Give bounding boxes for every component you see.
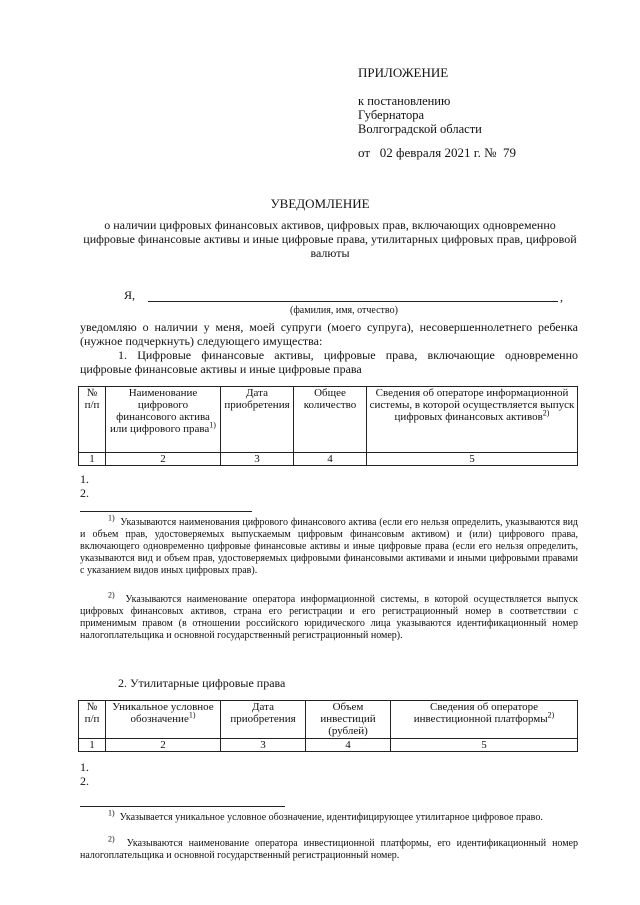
number-cell: 4 bbox=[306, 739, 391, 752]
header-date-line bbox=[358, 146, 516, 160]
number-cell: 3 bbox=[221, 739, 306, 752]
section2-heading: 2. Утилитарные цифровые права bbox=[118, 676, 286, 690]
utilitarian-table bbox=[78, 700, 578, 752]
header-line-2: Губернатора bbox=[358, 108, 425, 122]
header-line-1: к постановлению bbox=[358, 94, 451, 108]
number-cell: 2 bbox=[106, 453, 221, 466]
section1-heading: 1. Цифровые финансовые активы, цифровые права, включающие одновременно цифровые финансовые активы и иные цифровые права bbox=[80, 348, 578, 376]
number-cell: 1 bbox=[79, 453, 106, 466]
footnote-separator bbox=[80, 511, 252, 512]
appendix-title: ПРИЛОЖЕНИЕ bbox=[358, 65, 449, 80]
fio-caption: (фамилия, имя, отчество) bbox=[290, 305, 398, 316]
fio-underline bbox=[148, 301, 558, 302]
i-comma: , bbox=[560, 290, 563, 304]
table-number-row bbox=[79, 453, 578, 466]
header-cell: Сведения об операторе информационной системы, в которой осуществляется выпуск цифровых финансовых активов$^{2)}$ bbox=[367, 387, 578, 453]
number-cell: 5 bbox=[391, 739, 578, 752]
header-cell: Наименование цифрового финансового актива или цифрового права$^{1)}$ bbox=[106, 387, 221, 453]
i-label: Я, bbox=[124, 288, 136, 302]
number-cell: 2 bbox=[106, 739, 221, 752]
table-number-row bbox=[79, 739, 578, 752]
list-item: 2. bbox=[80, 486, 89, 500]
notice-subtitle: о наличии цифровых финансовых активов, цифровых прав, включающих одновременно цифровые финансовые активы и иные цифровые права, утилитарных цифровых прав, цифровой валюты bbox=[83, 218, 577, 260]
header-cell: № п/п bbox=[79, 701, 106, 739]
decree-number: 79 bbox=[502, 145, 516, 160]
header-cell: Сведения об операторе инвестиционной платформы$^{2)}$ bbox=[391, 701, 578, 739]
header-cell: Общее количество bbox=[294, 387, 367, 453]
table-header-row bbox=[79, 387, 578, 453]
header-cell: Уникальное условное обозначение$^{1)}$ bbox=[106, 701, 221, 739]
assets-table bbox=[78, 386, 578, 466]
footnote-separator bbox=[80, 806, 285, 807]
list-item: 1. bbox=[80, 472, 89, 486]
header-line-3: Волгоградской области bbox=[358, 122, 482, 136]
number-sign: № bbox=[484, 145, 497, 160]
number-cell: 4 bbox=[294, 453, 367, 466]
header-cell: Объем инвестиций (рублей) bbox=[306, 701, 391, 739]
intro-text: уведомляю о наличии у меня, моей супруги (моего супруга), несовершеннолетнего ребенка (нужное подчеркнуть) следующего имущества: bbox=[80, 320, 578, 348]
number-cell: 5 bbox=[367, 453, 578, 466]
footnote-2: $^{2)}$ Указываются наименование оператора информационной системы, в которой осуществляется выпуск цифровых финансовых активов, страна его регистрации и его регистрационный номер в соответствии с применимым правом (в отношении российского юридического лица указываются идентификационный номер налогоплательщика и основной государственный регистрационный номер). bbox=[80, 590, 578, 641]
footnote-2: $^{2)}$ Указываются наименование оператора инвестиционной платформы, его идентификационный номер налогоплательщика и основной государственный регистрационный номер. bbox=[80, 834, 578, 861]
header-cell: № п/п bbox=[79, 387, 106, 453]
decree-date: 02 февраля 2021 г. bbox=[379, 145, 481, 160]
footnote-1: $^{1)}$ Указываются наименования цифрового финансового актива (если его нельзя определить, указываются вид и объем прав, удостоверяемых выпускаемым цифровым финансовым активом) и (или) цифрового права, включающего одновременно цифровые финансовые активы и иные цифровые права (если его нельзя определить, указываются вид и объем прав, удостоверяемых цифровыми финансовыми активами и иными цифровыми правами с указанием видов иных цифровых прав). bbox=[80, 513, 579, 576]
date-prefix: от bbox=[358, 145, 371, 160]
header-cell: Дата приобретения bbox=[221, 701, 306, 739]
list-item: 1. bbox=[80, 760, 89, 774]
number-cell: 1 bbox=[79, 739, 106, 752]
table-header-row bbox=[79, 701, 578, 739]
number-cell: 3 bbox=[221, 453, 294, 466]
list-item: 2. bbox=[80, 774, 89, 788]
footnote-1: $^{1)}$ Указывается уникальное условное обозначение, идентифицирующее утилитарное цифровое право. bbox=[108, 808, 543, 823]
header-cell: Дата приобретения bbox=[221, 387, 294, 453]
notice-title: УВЕДОМЛЕНИЕ bbox=[270, 196, 370, 211]
